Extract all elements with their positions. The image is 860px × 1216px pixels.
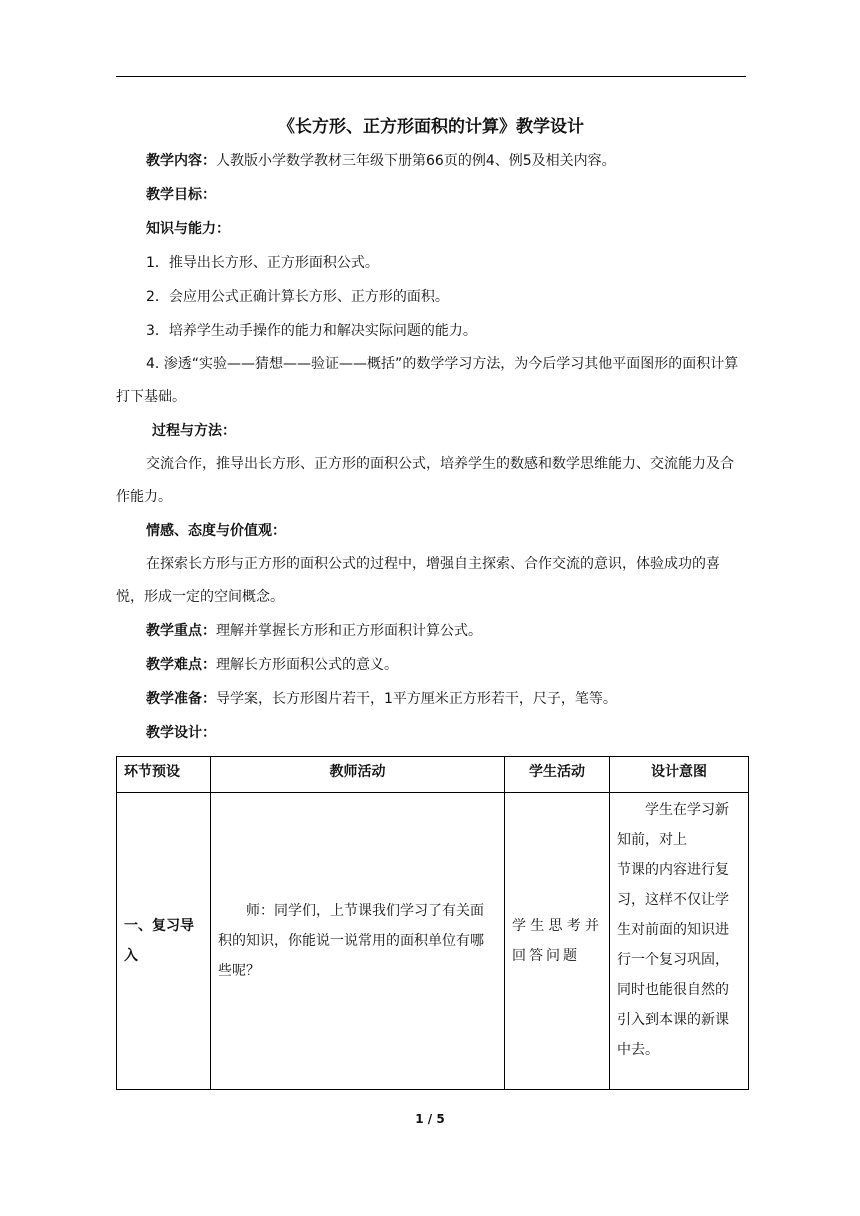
key-point — [116, 614, 746, 648]
stage-cell: 一、复习导入 — [117, 793, 211, 1090]
student-activity-text: 学生思考并回答问题 — [512, 918, 602, 964]
knowledge-item: 2．会应用公式正确计算长方形、正方形的面积。 — [146, 289, 449, 305]
difficulty-text: 理解长方形面积公式的意义。 — [216, 657, 398, 673]
teaching-content — [116, 144, 746, 178]
key-point-text: 理解并掌握长方形和正方形面积计算公式。 — [216, 623, 482, 639]
preparation-text: 导学案，长方形图片若干，1平方厘米正方形若干，尺子，笔等。 — [216, 691, 617, 707]
teaching-content-label: 教学内容： — [146, 153, 216, 169]
objectives-heading: 教学目标： — [146, 187, 216, 203]
design-intent-cell — [610, 793, 749, 1090]
process-text: 交流合作，推导出长方形、正方形的面积公式，培养学生的数感和数学思维能力、交流能力及合作能力。 — [116, 456, 734, 505]
knowledge-heading: 知识与能力： — [146, 221, 230, 237]
design-intent-line: 节课的内容进行复习，这样不仅让学生对前面的知识进行一个复习巩固，同时也能很自然的引入到本课的新课中去。 — [617, 862, 729, 1058]
emotion-heading: 情感、态度与价值观： — [146, 523, 286, 539]
difficulty-label: 教学难点： — [146, 657, 216, 673]
page-number: 1 / 5 — [415, 1112, 445, 1126]
document-title: 《长方形、正方形面积的计算》教学设计 — [278, 117, 584, 137]
preparation-label: 教学准备： — [146, 691, 216, 707]
teaching-content-text: 人教版小学数学教材三年级下册第66页的例4、例5及相关内容。 — [216, 153, 616, 169]
knowledge-item: 3．培养学生动手操作的能力和解决实际问题的能力。 — [146, 323, 477, 339]
header-rule — [116, 76, 746, 77]
knowledge-item: 4. 渗透“实验——猜想——验证——概括”的数学学习方法，为今后学习其他平面图形的面积计算打下基础。 — [116, 356, 739, 405]
document-body — [116, 112, 746, 750]
lesson-design-table — [116, 756, 749, 1090]
teacher-activity-cell — [211, 793, 505, 1090]
header-teacher-activity: 教师活动 — [211, 757, 505, 793]
design-intent-line: 学生在学习新知前，对上 — [617, 802, 729, 848]
design-heading: 教学设计： — [146, 725, 216, 741]
table-header-row — [117, 757, 749, 793]
key-point-label: 教学重点： — [146, 623, 216, 639]
difficulty — [116, 648, 746, 682]
student-activity-cell — [505, 793, 610, 1090]
emotion-text: 在探索长方形与正方形的面积公式的过程中，增强自主探索、合作交流的意识，体验成功的喜悦，形成一定的空间概念。 — [116, 556, 720, 605]
header-stage: 环节预设 — [117, 757, 211, 793]
teacher-activity-text: 师：同学们，上节课我们学习了有关面积的知识，你能说一说常用的面积单位有哪些呢？ — [218, 903, 484, 979]
knowledge-item: 1．推导出长方形、正方形面积公式。 — [146, 255, 379, 271]
process-heading: 过程与方法： — [152, 423, 236, 439]
table-row — [117, 793, 749, 1090]
preparation — [116, 682, 746, 716]
header-design-intent: 设计意图 — [610, 757, 749, 793]
header-student-activity: 学生活动 — [505, 757, 610, 793]
